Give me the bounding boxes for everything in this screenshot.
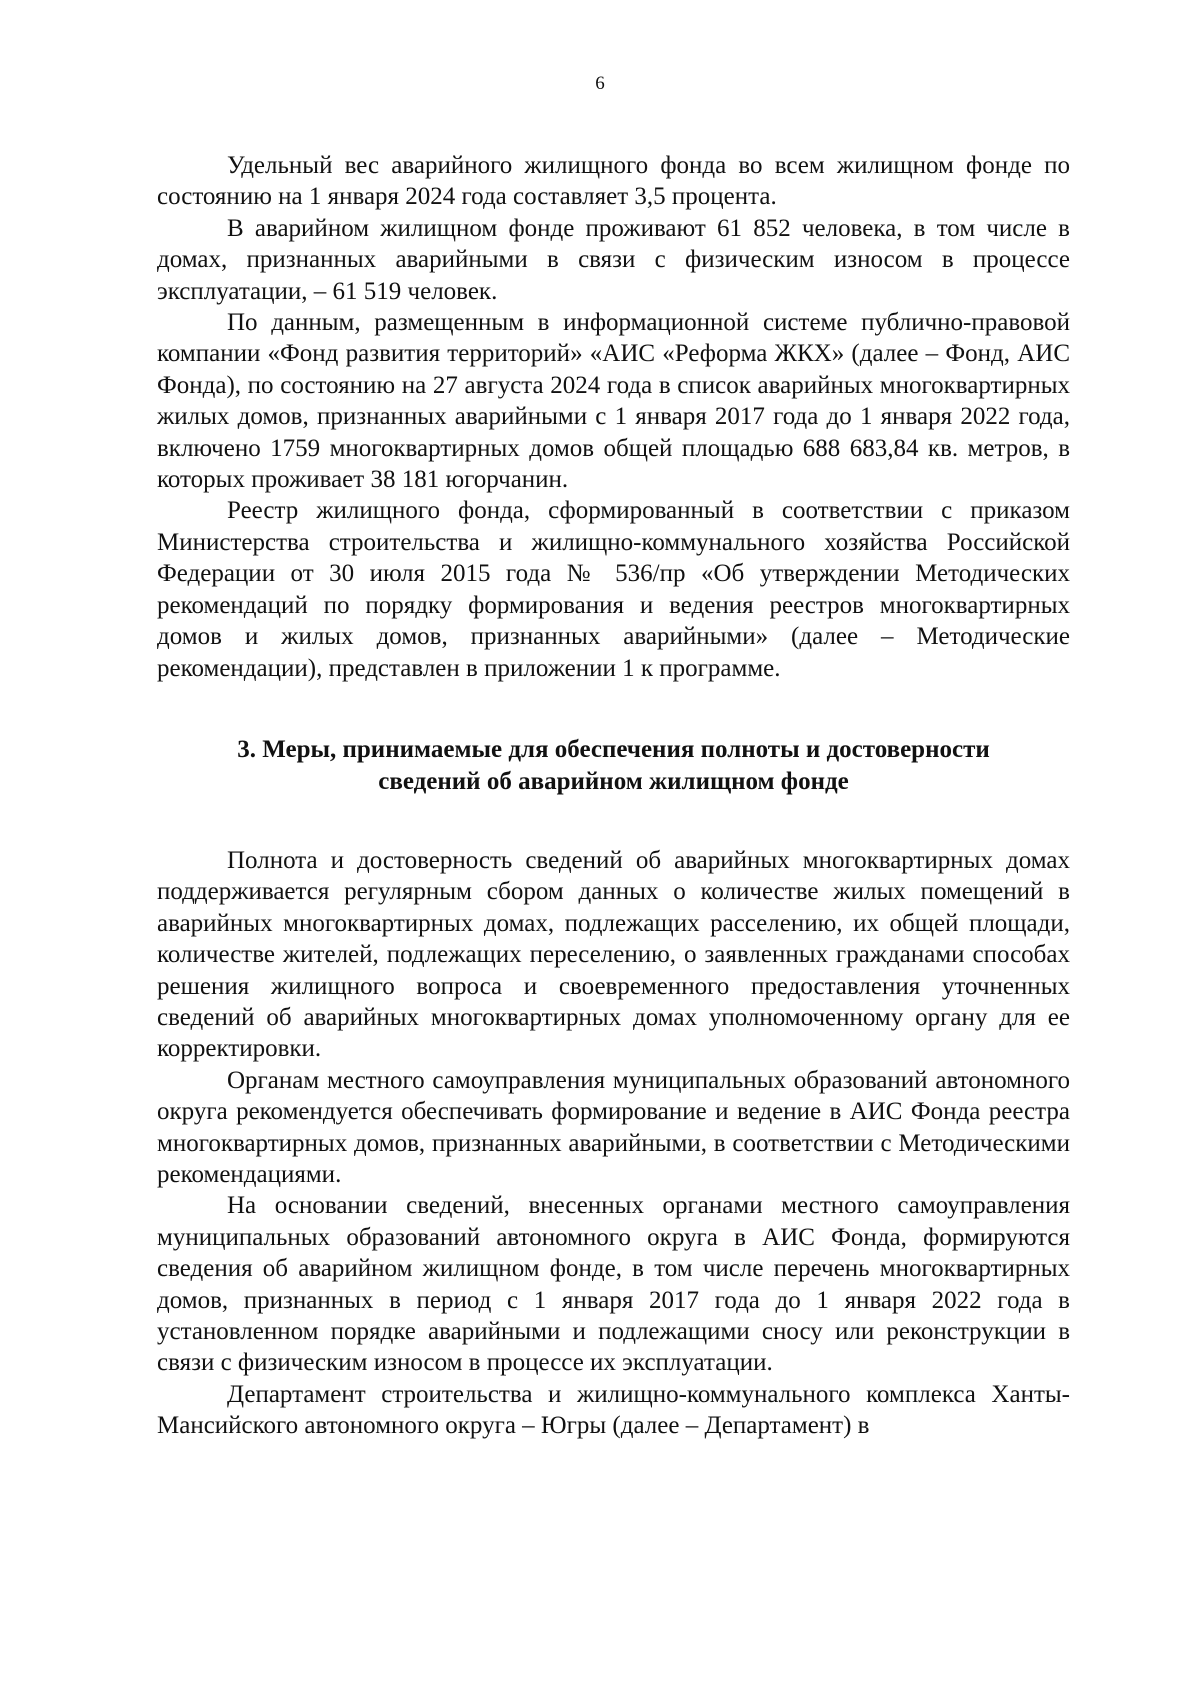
paragraph-fund-data: По данным, размещенным в информационной системе публично-правовой компании «Фонд развития территорий» «АИС «Реформа ЖКХ» (далее – Фонд, АИС Фонда), по состоянию на 27 августа 2024 года в список аварийных многоквартирных жилых домов, признанных аварийными с 1 января 2017 года до 1 января 2022 года, включено 1759 многоквартирных домов общей площадью 688 683,84 кв. метров, в которых проживает 38 181 югорчанин. (157, 309, 1070, 494)
paragraph-residents-count: В аварийном жилищном фонде проживают 61 852 человека, в том числе в домах, признанных аварийными в связи с физическим износом в процессе эксплуатации, – 61 519 человек. (157, 214, 1070, 305)
paragraph-registry: Реестр жилищного фонда, сформированный в соответствии с приказом Министерства строительства и жилищно-коммунального хозяйства Российской Федерации от 30 июля 2015 года № 536/пр «Об утверждении Методических рекомендаций по порядку формирования и ведения реестров многоквартирных домов и жилых домов, признанных аварийными» (далее – Методические рекомендации), представлен в приложении 1 к программе. (157, 497, 1070, 682)
section-heading (157, 734, 1070, 798)
paragraph-data-completeness: Полнота и достоверность сведений об аварийных многоквартирных домах поддерживается регулярным сбором данных о количестве жилых помещений в аварийных многоквартирных домах, подлежащих расселению, их общей площади, количестве жителей, подлежащих переселению, о заявленных гражданами способах решения жилищного вопроса и своевременного предоставления уточненных сведений об аварийных многоквартирных домах уполномоченному органу для ее корректировки. (157, 846, 1070, 1063)
paragraph-department: Департамент строительства и жилищно-коммунального комплекса Ханты-Мансийского автономного округа – Югры (далее – Департамент) в (157, 1380, 1070, 1440)
page-number: 6 (595, 73, 605, 94)
paragraph-local-government: Органам местного самоуправления муниципальных образований автономного округа рекомендуется обеспечивать формирование и ведение в АИС Фонда реестра многоквартирных домов, признанных аварийными, в соответствии с Методическими рекомендациями. (157, 1066, 1070, 1188)
paragraph-basis-of-records: На основании сведений, внесенных органами местного самоуправления муниципальных образований автономного округа в АИС Фонда, формируются сведения об аварийном жилищном фонде, в том числе перечень многоквартирных домов, признанных в период с 1 января 2017 года до 1 января 2022 года в установленном порядке аварийными и подлежащими сносу или реконструкции в связи с физическим износом в процессе их эксплуатации. (157, 1192, 1070, 1377)
section-heading-line-1: 3. Меры, принимаемые для обеспечения полноты и достоверности (237, 735, 990, 763)
page-content (157, 150, 1070, 1442)
paragraph-emergency-share: Удельный вес аварийного жилищного фонда во всем жилищном фонде по состоянию на 1 января 2024 года составляет 3,5 процента. (157, 152, 1070, 211)
section-heading-line-2: сведений об аварийном жилищном фонде (378, 767, 849, 795)
